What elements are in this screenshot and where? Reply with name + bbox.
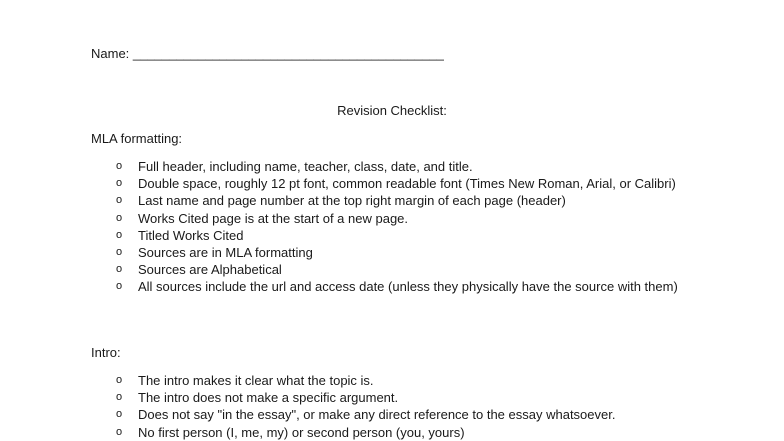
list-item: o The intro makes it clear what the topic is. bbox=[116, 373, 374, 388]
bullet-icon: o bbox=[116, 280, 123, 293]
list-item: o Last name and page number at the top right margin of each page (header) bbox=[116, 193, 566, 209]
list-item: o Does not say "in the essay", or make any direct reference to the essay whatsoever. bbox=[116, 407, 616, 423]
bullet-icon: o bbox=[116, 391, 123, 404]
list-item: o Sources are Alphabetical bbox=[116, 262, 282, 278]
list-item: o Works Cited page is at the start of a new page. bbox=[116, 210, 409, 226]
bullet-icon: o bbox=[116, 263, 123, 276]
bullet-icon: o bbox=[116, 177, 123, 190]
page-title: Revision Checklist: bbox=[337, 103, 447, 118]
section-heading-intro: Intro: bbox=[91, 345, 121, 360]
bullet-icon: o bbox=[116, 425, 123, 438]
list-item: o Sources are in MLA formatting bbox=[116, 245, 313, 261]
bullet-icon: o bbox=[116, 211, 123, 224]
bullet-icon: o bbox=[116, 246, 123, 259]
bullet-icon: o bbox=[116, 228, 123, 241]
list-item: o All sources include the url and access date (unless they physically have the source with them) bbox=[116, 279, 678, 295]
bullet-icon: o bbox=[116, 374, 123, 386]
name-blank-line: ___________________________________________ bbox=[132, 46, 444, 61]
checklist-intro bbox=[116, 372, 716, 441]
list-item: o Titled Works Cited bbox=[116, 227, 244, 243]
list-item: o Full header, including name, teacher, class, date, and title. bbox=[116, 159, 473, 174]
list-item: o No first person (I, me, my) or second person (you, yours) bbox=[116, 424, 465, 440]
name-label: Name: bbox=[91, 46, 130, 61]
list-item: o The intro does not make a specific argument. bbox=[116, 390, 399, 406]
list-item: o Double space, roughly 12 pt font, common readable font (Times New Roman, Arial, or Calibri) bbox=[116, 176, 676, 192]
bullet-icon: o bbox=[116, 408, 123, 421]
name-field bbox=[91, 46, 444, 61]
checklist-mla bbox=[116, 158, 716, 296]
bullet-icon: o bbox=[116, 160, 123, 172]
section-heading-mla: MLA formatting: bbox=[91, 131, 183, 146]
bullet-icon: o bbox=[116, 194, 123, 207]
